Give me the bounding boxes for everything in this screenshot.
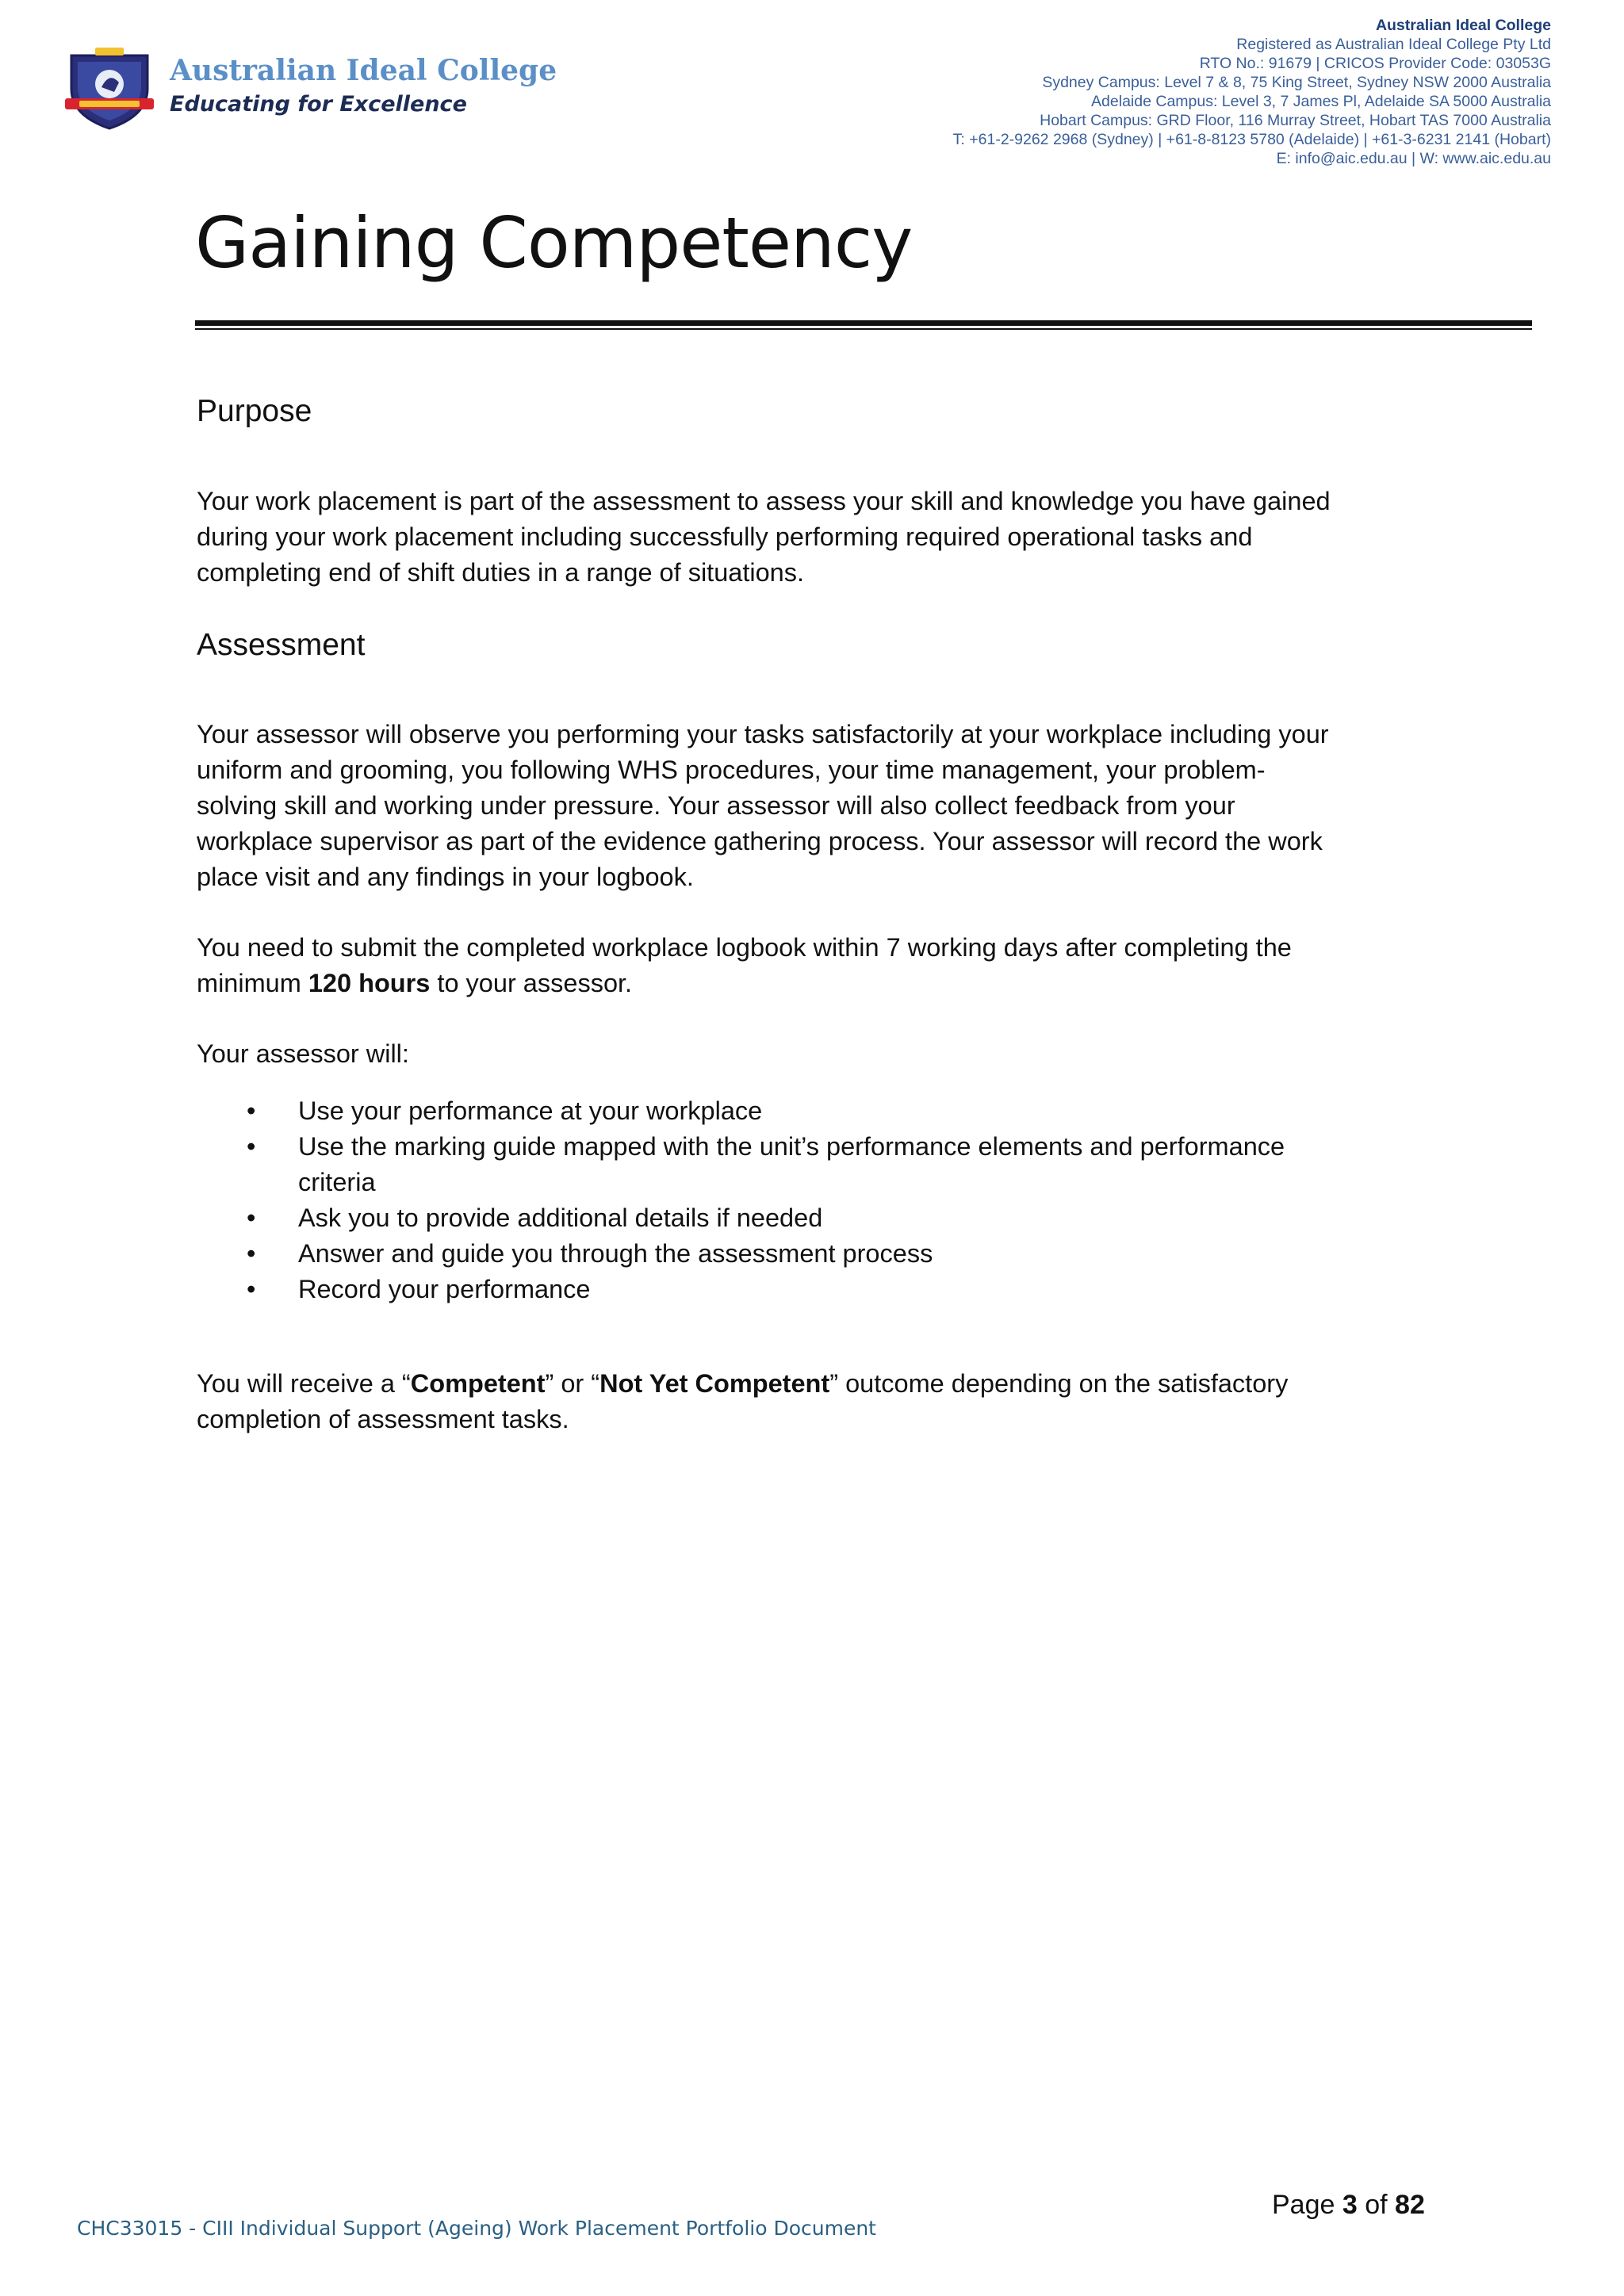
- list-item-text: Answer and guide you through the assessment process: [298, 1239, 933, 1268]
- text-run: You will receive a “: [197, 1369, 411, 1398]
- bullet-icon: •: [247, 1275, 256, 1303]
- outcome-competent: Competent: [410, 1369, 546, 1398]
- list-item: [197, 1093, 1434, 1129]
- college-logo: [65, 44, 557, 132]
- outcome-not-yet-competent: Not Yet Competent: [599, 1369, 830, 1398]
- college-crest-icon: [65, 48, 154, 130]
- text-line: [197, 969, 632, 997]
- text-line: Your assessor will observe you performing your tasks satisfactorily at your workplace including your: [197, 720, 1329, 748]
- purpose-paragraph: [197, 484, 1434, 591]
- required-hours: 120 hours: [308, 969, 431, 997]
- bullet-icon: •: [247, 1132, 256, 1161]
- text-line: completion of assessment tasks.: [197, 1405, 569, 1433]
- text-line: workplace supervisor as part of the evidence gathering process. Your assessor will record the work: [197, 827, 1323, 855]
- text-run: to your assessor.: [430, 969, 633, 997]
- contact-line: E: info@aic.edu.au | W: www.aic.edu.au: [1276, 150, 1551, 167]
- list-item: [197, 1272, 1434, 1307]
- bullet-icon: •: [247, 1096, 256, 1125]
- contact-line: Adelaide Campus: Level 3, 7 James Pl, Adelaide SA 5000 Australia: [1091, 93, 1551, 110]
- list-item-text: Record your performance: [298, 1275, 591, 1303]
- contact-line: Hobart Campus: GRD Floor, 116 Murray Street, Hobart TAS 7000 Australia: [1040, 112, 1551, 129]
- assessment-observe-paragraph: [197, 717, 1434, 895]
- text-run: minimum: [197, 969, 308, 997]
- assessor-will-intro: Your assessor will:: [197, 1039, 409, 1068]
- page-current: 3: [1342, 2190, 1358, 2220]
- assessment-submit-paragraph: [197, 930, 1434, 1001]
- section-heading-assessment: Assessment: [197, 628, 366, 662]
- contact-line: Registered as Australian Ideal College Pty Ltd: [1236, 36, 1551, 53]
- text-line: Your work placement is part of the assessment to assess your skill and knowledge you have gained: [197, 487, 1331, 515]
- page-title: Gaining Competency: [195, 202, 913, 284]
- text-line: place visit and any findings in your logbook.: [197, 863, 694, 891]
- text-line: completing end of shift duties in a range of situations.: [197, 558, 805, 587]
- assessor-duties-list: [197, 1093, 1434, 1307]
- text-run: ” outcome depending on the satisfactory: [829, 1369, 1289, 1398]
- text-run: ” or “: [545, 1369, 600, 1398]
- list-item: [197, 1200, 1434, 1236]
- title-divider: [195, 320, 1532, 326]
- contact-line: Sydney Campus: Level 7 & 8, 75 King Street, Sydney NSW 2000 Australia: [1042, 74, 1551, 91]
- outcome-paragraph: [197, 1366, 1434, 1437]
- bullet-icon: •: [247, 1203, 256, 1232]
- page-word: Page: [1272, 2190, 1342, 2220]
- list-item-text: Ask you to provide additional details if needed: [298, 1203, 823, 1232]
- list-item-text: Use your performance at your workplace: [298, 1096, 763, 1125]
- page-of: of: [1357, 2190, 1396, 2220]
- list-item: [197, 1129, 1345, 1200]
- footer-document-title: CHC33015 - CIII Individual Support (Ageing) Work Placement Portfolio Document: [77, 2217, 876, 2240]
- contact-line: T: +61-2-9262 2968 (Sydney) | +61-8-8123 5780 (Adelaide) | +61-3-6231 2141 (Hobart): [952, 131, 1551, 148]
- text-line: uniform and grooming, you following WHS procedures, your time management, your problem-: [197, 756, 1266, 784]
- list-item-text: Use the marking guide mapped with the unit’s performance elements and performance criteria: [298, 1132, 1285, 1196]
- page-total: 82: [1395, 2190, 1425, 2220]
- text-line: [197, 1369, 1288, 1398]
- text-line: during your work placement including successfully performing required operational tasks and: [197, 522, 1253, 551]
- title-divider-thin: [195, 328, 1532, 330]
- logo-tagline: Educating for Excellence: [170, 92, 467, 117]
- contact-line: Australian Ideal College: [1375, 17, 1551, 34]
- logo-college-name: Australian Ideal College: [170, 54, 557, 87]
- text-line: solving skill and working under pressure. Your assessor will also collect feedback from your: [197, 791, 1235, 820]
- bullet-icon: •: [247, 1239, 256, 1268]
- page-number: [1272, 2190, 1425, 2221]
- section-heading-purpose: Purpose: [197, 394, 312, 428]
- contact-line: RTO No.: 91679 | CRICOS Provider Code: 03053G: [1199, 55, 1551, 72]
- text-line: You need to submit the completed workplace logbook within 7 working days after completing the: [197, 933, 1292, 962]
- list-item: [197, 1236, 1434, 1272]
- college-contact-block: [758, 16, 1551, 168]
